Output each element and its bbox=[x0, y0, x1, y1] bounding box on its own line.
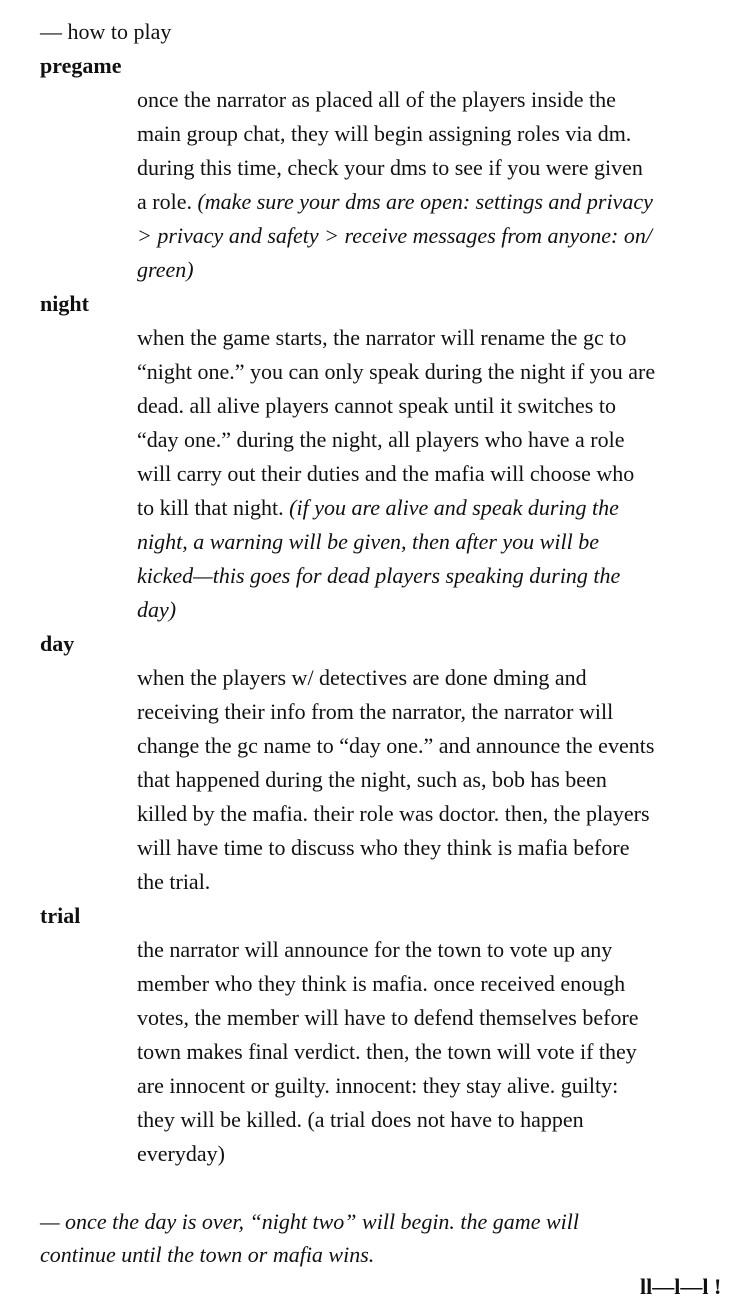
text-line: dead. all alive players cannot speak until it switches to bbox=[137, 393, 616, 418]
text-line: the narrator will announce for the town to vote up any bbox=[137, 937, 613, 962]
section-body-day bbox=[137, 661, 717, 899]
text-line: they will be killed. (a trial does not have to happen bbox=[137, 1107, 584, 1132]
text-line: when the game starts, the narrator will rename the gc to bbox=[137, 325, 627, 350]
text-line: member who they think is mafia. once received enough bbox=[137, 971, 626, 996]
text-line: are innocent or guilty. innocent: they stay alive. guilty: bbox=[137, 1073, 619, 1098]
text-line: > privacy and safety > receive messages from anyone: on/ bbox=[137, 223, 652, 248]
text-line: during this time, check your dms to see if you were given bbox=[137, 155, 643, 180]
text-line: everyday) bbox=[137, 1141, 225, 1166]
section-body-night bbox=[137, 321, 717, 627]
text-line: kicked—this goes for dead players speaking during the bbox=[137, 563, 621, 588]
section-body-trial bbox=[137, 933, 717, 1171]
section-body-pregame bbox=[137, 83, 717, 287]
section-title-trial: trial bbox=[40, 903, 81, 928]
text-line: will carry out their duties and the mafia will choose who bbox=[137, 461, 635, 486]
text-line: will have time to discuss who they think is mafia before bbox=[137, 835, 630, 860]
text-line: when the players w/ detectives are done dming and bbox=[137, 665, 587, 690]
text-line: change the gc name to “day one.” and announce the events bbox=[137, 733, 655, 758]
text-line: once the narrator as placed all of the players inside the bbox=[137, 87, 616, 112]
text-line: the trial. bbox=[137, 869, 211, 894]
closing-note-line: — once the day is over, “night two” will begin. the game will bbox=[40, 1209, 579, 1234]
cutoff-text: ll—l—l ! bbox=[640, 1274, 722, 1299]
text-line: that happened during the night, such as, bob has been bbox=[137, 767, 607, 792]
text-line: “night one.” you can only speak during the night if you are bbox=[137, 359, 656, 384]
closing-note-line: continue until the town or mafia wins. bbox=[40, 1242, 375, 1267]
section-title-day: day bbox=[40, 631, 75, 656]
text-line: votes, the member will have to defend themselves before bbox=[137, 1005, 639, 1030]
text-line: receiving their info from the narrator, the narrator will bbox=[137, 699, 614, 724]
text-line: night, a warning will be given, then after you will be bbox=[137, 529, 599, 554]
text-line: main group chat, they will begin assigning roles via dm. bbox=[137, 121, 632, 146]
text-line: “day one.” during the night, all players who have a role bbox=[137, 427, 625, 452]
text-line: day) bbox=[137, 597, 177, 622]
section-title-night: night bbox=[40, 291, 89, 316]
text-line: town makes final verdict. then, the town will vote if they bbox=[137, 1039, 637, 1064]
text-line: a role. (make sure your dms are open: settings and privacy bbox=[137, 189, 653, 214]
closing-note bbox=[40, 1205, 730, 1271]
document-heading: — how to play bbox=[40, 19, 172, 44]
text-line: killed by the mafia. their role was doctor. then, the players bbox=[137, 801, 650, 826]
section-title-pregame: pregame bbox=[40, 53, 122, 78]
text-line: green) bbox=[137, 257, 194, 282]
text-line: to kill that night. (if you are alive and speak during the bbox=[137, 495, 619, 520]
